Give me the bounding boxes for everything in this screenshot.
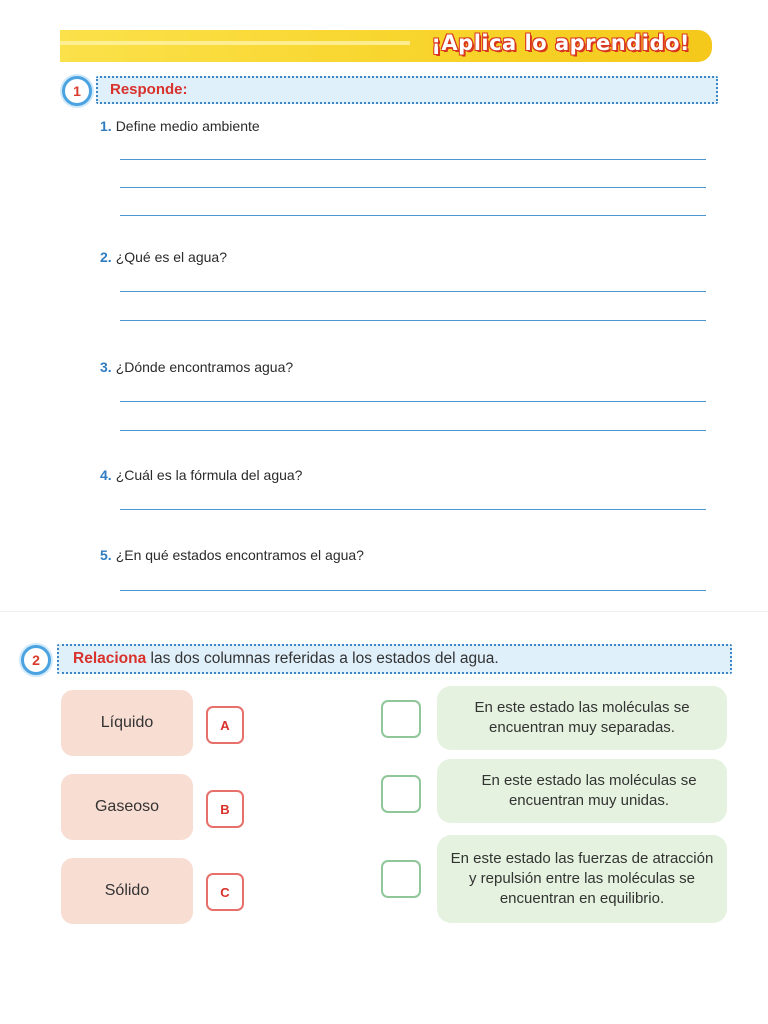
description-box-2: En este estado las moléculas se encuentran muy unidas. (437, 759, 727, 823)
answer-checkbox-1[interactable] (381, 700, 421, 738)
section-2-title-bar (57, 644, 732, 674)
page-title: ¡Aplica lo aprendido! (431, 31, 690, 55)
question-number: 5. (100, 547, 112, 563)
section-2-title-bold: Relaciona (73, 650, 147, 667)
answer-line[interactable] (120, 187, 706, 188)
question-number: 1. (100, 118, 112, 134)
banner-stripe (60, 41, 410, 45)
section-1-title-bar (96, 76, 718, 104)
state-solid-box: Sólido (61, 858, 193, 924)
state-liquid-box: Líquido (61, 690, 193, 756)
section-1-title: Responde: (110, 81, 188, 98)
question-text: ¿Cuál es la fórmula del agua? (115, 467, 303, 483)
description-box-3: En este estado las fuerzas de atracción y repulsión entre las moléculas se encuentran en equilibrio. (437, 835, 727, 923)
question-number: 2. (100, 249, 112, 265)
answer-line[interactable] (120, 509, 706, 510)
question-1 (100, 118, 260, 134)
question-text: ¿En qué estados encontramos el agua? (115, 547, 364, 563)
answer-checkbox-2[interactable] (381, 775, 421, 813)
answer-checkbox-3[interactable] (381, 860, 421, 898)
header-banner (60, 30, 712, 62)
answer-line[interactable] (120, 291, 706, 292)
question-text: Define medio ambiente (115, 118, 260, 134)
question-2 (100, 249, 227, 265)
question-text: ¿Dónde encontramos agua? (115, 359, 294, 375)
question-5 (100, 547, 364, 563)
section-divider (0, 611, 768, 612)
question-number: 4. (100, 467, 112, 483)
letter-b-box: B (206, 790, 244, 828)
section-2-title-rest: las dos columnas referidas a los estados del agua. (146, 650, 499, 667)
question-3 (100, 359, 293, 375)
question-number: 3. (100, 359, 112, 375)
question-text: ¿Qué es el agua? (115, 249, 227, 265)
answer-line[interactable] (120, 320, 706, 321)
answer-line[interactable] (120, 430, 706, 431)
letter-a-box: A (206, 706, 244, 744)
letter-c-box: C (206, 873, 244, 911)
section-2-title (73, 650, 499, 668)
answer-line[interactable] (120, 215, 706, 216)
answer-line[interactable] (120, 159, 706, 160)
answer-line[interactable] (120, 401, 706, 402)
section-2-number: 2 (21, 645, 51, 675)
section-1-number: 1 (62, 76, 92, 106)
description-box-1: En este estado las moléculas se encuentran muy separadas. (437, 686, 727, 750)
state-gas-box: Gaseoso (61, 774, 193, 840)
question-4 (100, 467, 302, 483)
answer-line[interactable] (120, 590, 706, 591)
